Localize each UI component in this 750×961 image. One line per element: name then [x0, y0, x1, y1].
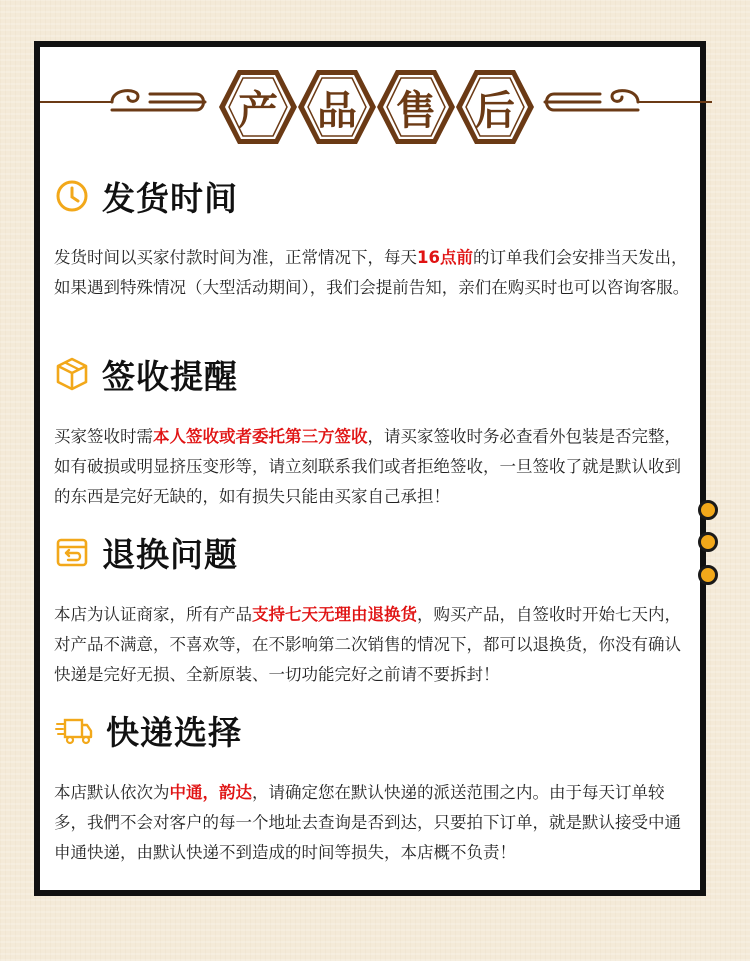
body-text: 本店为认证商家，所有产品	[54, 605, 252, 624]
highlight-text: 本人签收或者委托第三方签收	[153, 427, 368, 446]
body-text: ，请确定您在默认快递的派送范围之内。由于每天订单较多，我們不会对客户的每一个地址去查询是否到达，只要拍下订单，就是默认接受中通申通快递，由默认快递不到造成的时间等损失，本店概不负责！	[54, 783, 681, 862]
title-hex-2	[296, 67, 378, 147]
clock-icon	[54, 178, 90, 214]
section-title: 快递选择	[106, 712, 242, 752]
section-body	[54, 243, 694, 303]
title-char: 产	[238, 86, 278, 134]
title-hex-1	[217, 67, 299, 147]
title-hex-4	[454, 67, 536, 147]
right-cloud-scroll-icon	[545, 91, 638, 110]
title-char: 售	[396, 86, 436, 134]
section-returns	[54, 528, 238, 576]
body-text: 发货时间以买家付款时间为准，正常情况下，每天	[54, 248, 417, 267]
left-cloud-scroll-icon	[112, 91, 205, 110]
title-char: 后	[475, 86, 515, 134]
section-body	[54, 600, 694, 690]
body-text: 的订单我们会安排当天发出，如果遇到特殊情况（大型活动期间），我们会提前告知，亲们在购买时也可以咨询客服。	[54, 248, 690, 297]
body-text: ，请买家签收时务必查看外包装是否完整，如有破损或明显挤压变形等，请立刻联系我们或者拒绝签收，一旦签收了就是默认收到的东西是完好无缺的，如有损失只能由买家自己承担！	[54, 427, 681, 506]
highlight-text: 16点前	[417, 248, 473, 267]
section-shipping-time	[54, 172, 238, 220]
section-title: 发货时间	[102, 178, 238, 218]
package-icon	[54, 356, 90, 392]
highlight-text: 支持七天无理由退换货	[252, 605, 417, 624]
title-char: 品	[317, 86, 357, 134]
body-text: 本店默认依次为	[54, 783, 170, 802]
body-text: 买家签收时需	[54, 427, 153, 446]
highlight-text: 中通，韵达	[169, 783, 252, 802]
section-delivery-receipt	[54, 350, 238, 398]
decor-dot	[698, 532, 718, 552]
title-hex-3	[375, 67, 457, 147]
section-courier-choice	[54, 706, 242, 754]
section-body	[54, 422, 694, 512]
return-box-icon	[54, 534, 90, 570]
decor-dot	[698, 565, 718, 585]
section-body	[54, 778, 694, 868]
decor-dot	[698, 500, 718, 520]
delivery-truck-icon	[54, 712, 94, 748]
section-title: 退换问题	[102, 534, 238, 574]
body-text: ，购买产品，自签收时开始七天内，对产品不满意，不喜欢等，在不影响第二次销售的情况下，都可以退换货，你没有确认快递是完好无损、全新原装、一切功能完好之前请不要拆封！	[54, 605, 681, 684]
section-title: 签收提醒	[102, 356, 238, 396]
